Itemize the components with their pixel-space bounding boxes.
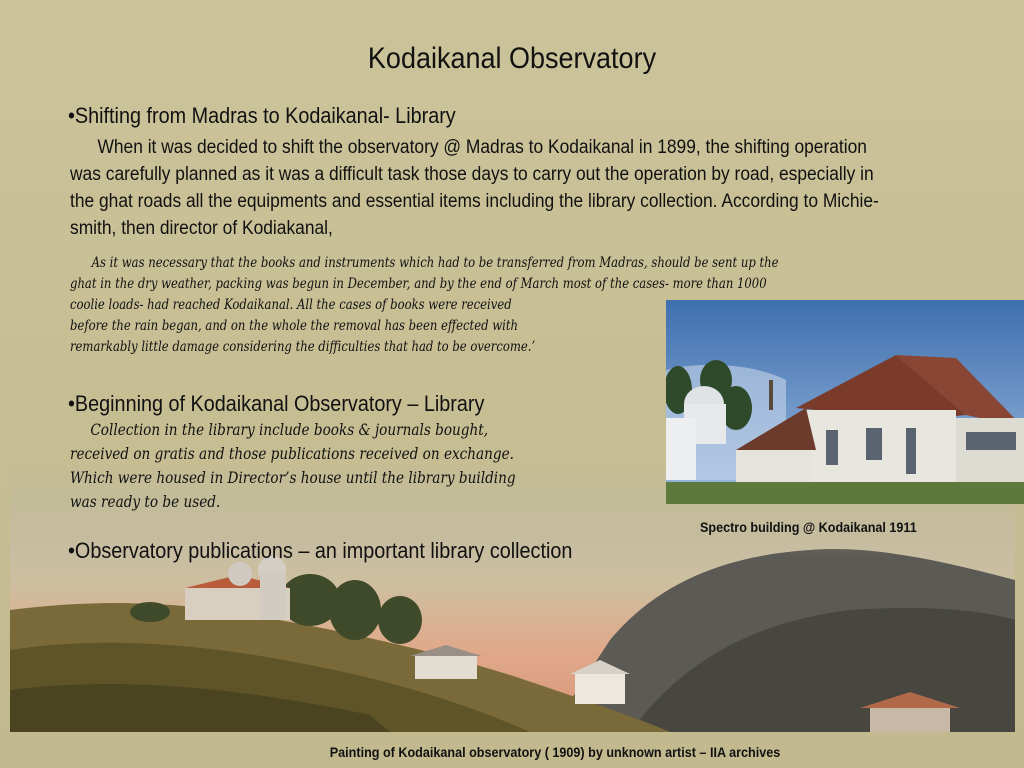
paragraph-line: the ghat roads all the equipments and essential items including the library collection. According to Michie-	[70, 191, 879, 212]
quote-line: remarkably little damage considering the difficulties that had to be overcome.’	[70, 339, 536, 355]
painting-caption: Painting of Kodaikanal observatory ( 1909) by unknown artist – IIA archives	[329, 744, 781, 760]
collection-text	[70, 418, 516, 514]
quote-line: ghat in the dry weather, packing was begun in December, and by the end of March most of the cases- more than 1000	[70, 276, 767, 292]
shifting-paragraph	[70, 134, 930, 242]
collection-line: was ready to be used.	[70, 492, 221, 511]
bullet-shifting: •Shifting from Madras to Kodaikanal- Library	[68, 103, 456, 128]
quote-line: before the rain began, and on the whole the removal has been effected with	[70, 318, 519, 334]
quote-line: coolie loads- had reached Kodaikanal. All the cases of books were received	[70, 297, 512, 313]
bullet-beginning: •Beginning of Kodaikanal Observatory – Library	[68, 391, 485, 416]
photo-caption: Spectro building @ Kodaikanal 1911	[700, 519, 917, 535]
collection-line: Which were housed in Director’s house until the library building	[70, 468, 516, 487]
collection-line: Collection in the library include books & journals bought,	[90, 420, 489, 439]
bullet-publications: •Observatory publications – an important library collection	[68, 538, 573, 563]
paragraph-line: When it was decided to shift the observatory @ Madras to Kodaikanal in 1899, the shifting operation	[97, 137, 867, 158]
slide-title: Kodaikanal Observatory	[367, 42, 657, 75]
quote-line: As it was necessary that the books and instruments which had to be transferred from Madras, should be sent up the	[91, 255, 779, 271]
collection-line: received on gratis and those publications received on exchange.	[70, 444, 514, 463]
paragraph-line: smith, then director of Kodiakanal,	[70, 218, 333, 239]
paragraph-line: was carefully planned as it was a difficult task those days to carry out the operation by road, especially in	[70, 164, 874, 185]
michie-smith-quote	[70, 253, 778, 358]
